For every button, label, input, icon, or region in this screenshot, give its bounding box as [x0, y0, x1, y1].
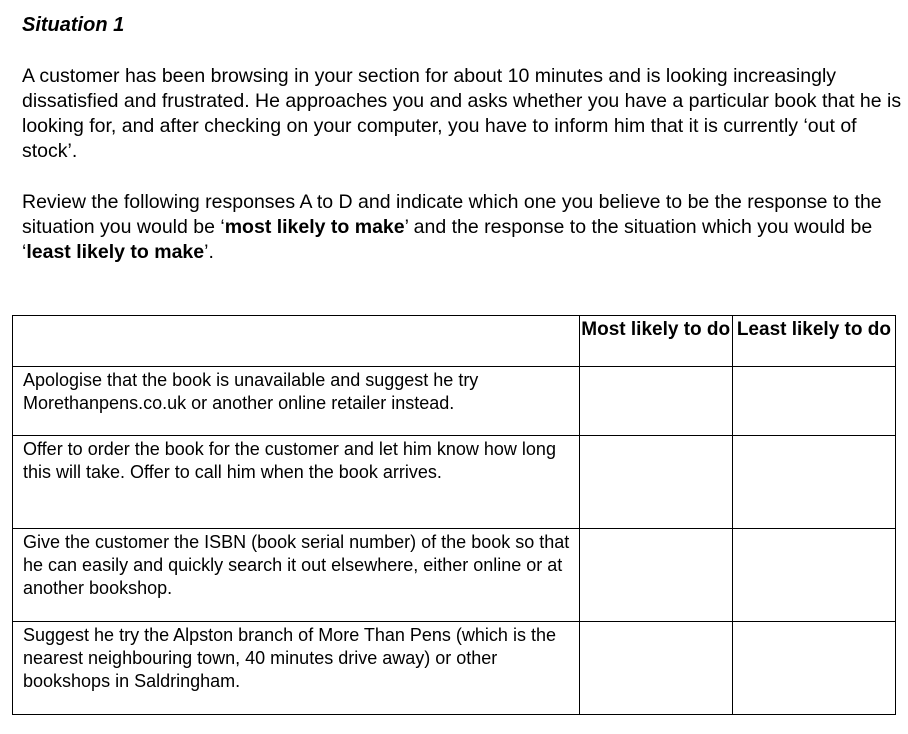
least-likely-emphasis: least likely to make	[26, 241, 205, 263]
responses-table	[12, 315, 896, 715]
most-likely-emphasis: most likely to make	[224, 216, 405, 238]
response-c-least-cell[interactable]	[732, 529, 895, 622]
instructions-text-2: ’ and the response to the situation which you would be ‘	[22, 216, 873, 263]
response-a-most-cell[interactable]	[579, 367, 732, 436]
response-c-text: Give the customer the ISBN (book serial number) of the book so that he can easily and quickly search it out elsewhere, either online or at another bookshop.	[13, 529, 580, 622]
response-b-least-cell[interactable]	[732, 436, 895, 529]
response-d-most-cell[interactable]	[579, 622, 732, 715]
header-most-likely: Most likely to do	[579, 316, 732, 367]
table-row	[13, 529, 896, 622]
response-d-text: Suggest he try the Alpston branch of More Than Pens (which is the nearest neighbouring town, 40 minutes drive away) or other bookshops in Saldringham.	[13, 622, 580, 715]
response-c-most-cell[interactable]	[579, 529, 732, 622]
situation-title: Situation 1	[22, 14, 125, 36]
response-d-least-cell[interactable]	[732, 622, 895, 715]
table-row	[13, 367, 896, 436]
table-row	[13, 622, 896, 715]
scenario-paragraph: A customer has been browsing in your section for about 10 minutes and is looking increasingly dissatisfied and frustrated. He approaches you and asks whether you have a particular book that he is looking for, and after checking on your computer, you have to inform him that it is currently ‘out of stock’.	[22, 65, 902, 162]
instructions-text-3: ’.	[204, 241, 214, 263]
response-b-text: Offer to order the book for the customer and let him know how long this will take. Offer to call him when the book arrives.	[13, 436, 580, 529]
table-header-row	[13, 316, 896, 367]
table-row	[13, 436, 896, 529]
instructions-text-1: Review the following responses A to D and indicate which one you believe to be the response to the situation you would be ‘	[22, 191, 882, 238]
response-b-most-cell[interactable]	[579, 436, 732, 529]
response-a-text: Apologise that the book is unavailable and suggest he try Morethanpens.co.uk or another online retailer instead.	[13, 367, 580, 436]
header-least-likely: Least likely to do	[732, 316, 895, 367]
header-response-cell	[13, 316, 580, 367]
instructions-paragraph	[22, 190, 902, 265]
response-a-least-cell[interactable]	[732, 367, 895, 436]
